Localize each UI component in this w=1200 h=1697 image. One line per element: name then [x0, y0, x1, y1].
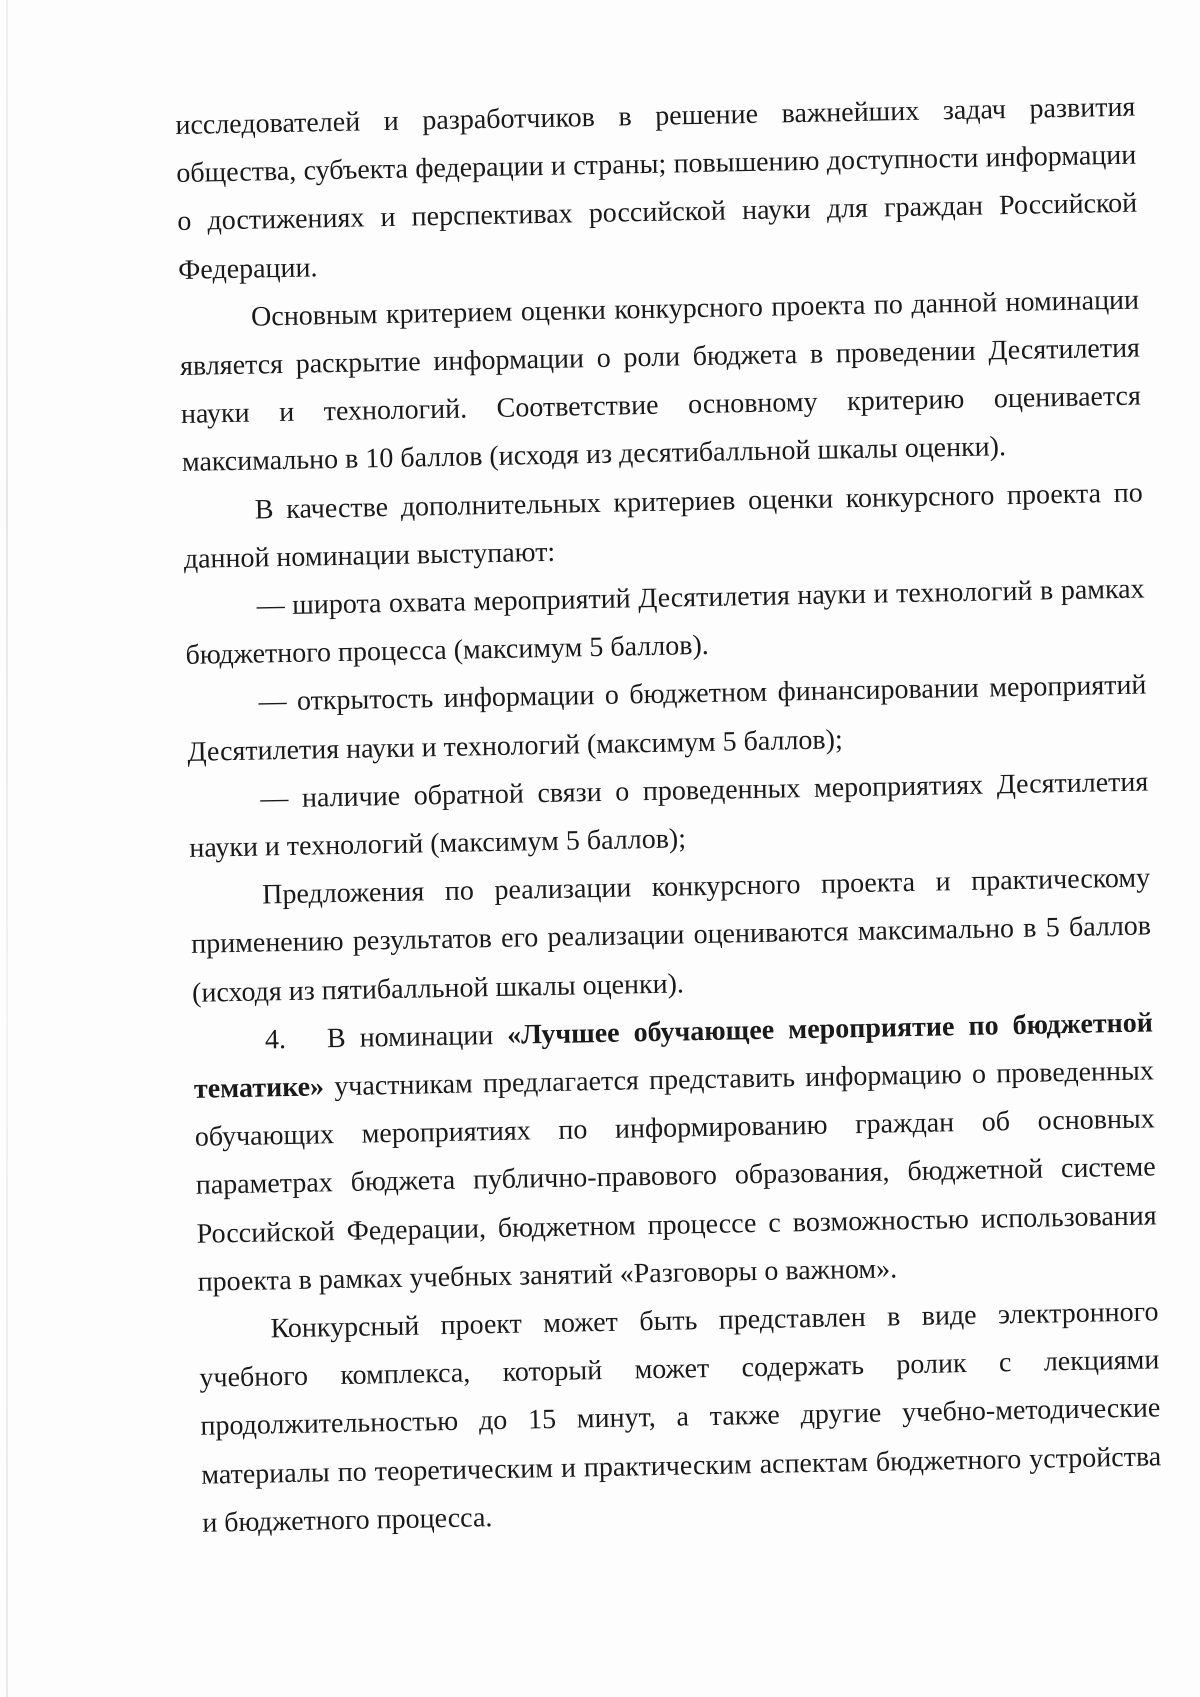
item-number: 4.: [264, 1023, 287, 1056]
paragraph-main-criterion: Основным критерием оценки конкурсного проекта по данной номинации является раскрытие информации о роли бюджета в проведении Десятилетия науки и технологий. Соответствие основному критерию оценивается максимально в 10 баллов (исходя из десятибалльной шкалы оценки).: [179, 284, 1142, 479]
scan-edge-shadow: [6, 0, 8, 1697]
item-lead-text: В номинации: [326, 1019, 508, 1055]
item-description: участникам предлагается представить информацию о проведенных обучающих мероприятиях по информированию граждан об основных параметрах бюджета публично-правового образования, бюджетной системе Российской Федерации, бюджетном процессе с возможностью использования проекта в рамках учебных занятий «Разговоры о важном».: [194, 1055, 1157, 1298]
paragraph-continuation: исследователей и разработчиков в решение важнейших задач развития общества, субъекта федерации и страны; повышению доступности информации о достижениях и перспективах российской науки для граждан Российской Федерации.: [175, 91, 1138, 286]
list-item-feedback-criterion: — наличие обратной связи о проведенных мероприятиях Десятилетия науки и технологий (максимум 5 баллов);: [189, 766, 1149, 864]
list-item-openness-criterion: — открытость информации о бюджетном финансировании мероприятий Десятилетия науки и технологий (максимум 5 баллов);: [187, 669, 1147, 768]
document-body: [175, 84, 1163, 1548]
nomination-title: «Лучшее обучающее мероприятие по бюджетной тематике»: [193, 1007, 1154, 1105]
list-item-coverage-criterion: — широта охвата мероприятий Десятилетия науки и технологий в рамках бюджетного процесса (максимум 5 баллов).: [185, 573, 1145, 672]
paragraph-additional-criteria-intro: В качестве дополнительных критериев оценки конкурсного проекта по данной номинации выступают:: [183, 477, 1143, 575]
paragraph-project-format: Конкурсный проект может быть представлен в виде электронного учебного комплекса, который может содержать ролик с лекциями продолжительностью до 15 минут, а также другие учебно-методические материалы по теоретическим и практическим аспектам бюджетного устройства и бюджетного процесса.: [199, 1296, 1162, 1539]
numbered-item-4: [193, 999, 1158, 1307]
paragraph-proposals-criterion: Предложения по реализации конкурсного проекта и практическому применению результатов его реализации оцениваются максимально в 5 баллов (исходя из пятибалльной шкалы оценки).: [190, 862, 1152, 1009]
